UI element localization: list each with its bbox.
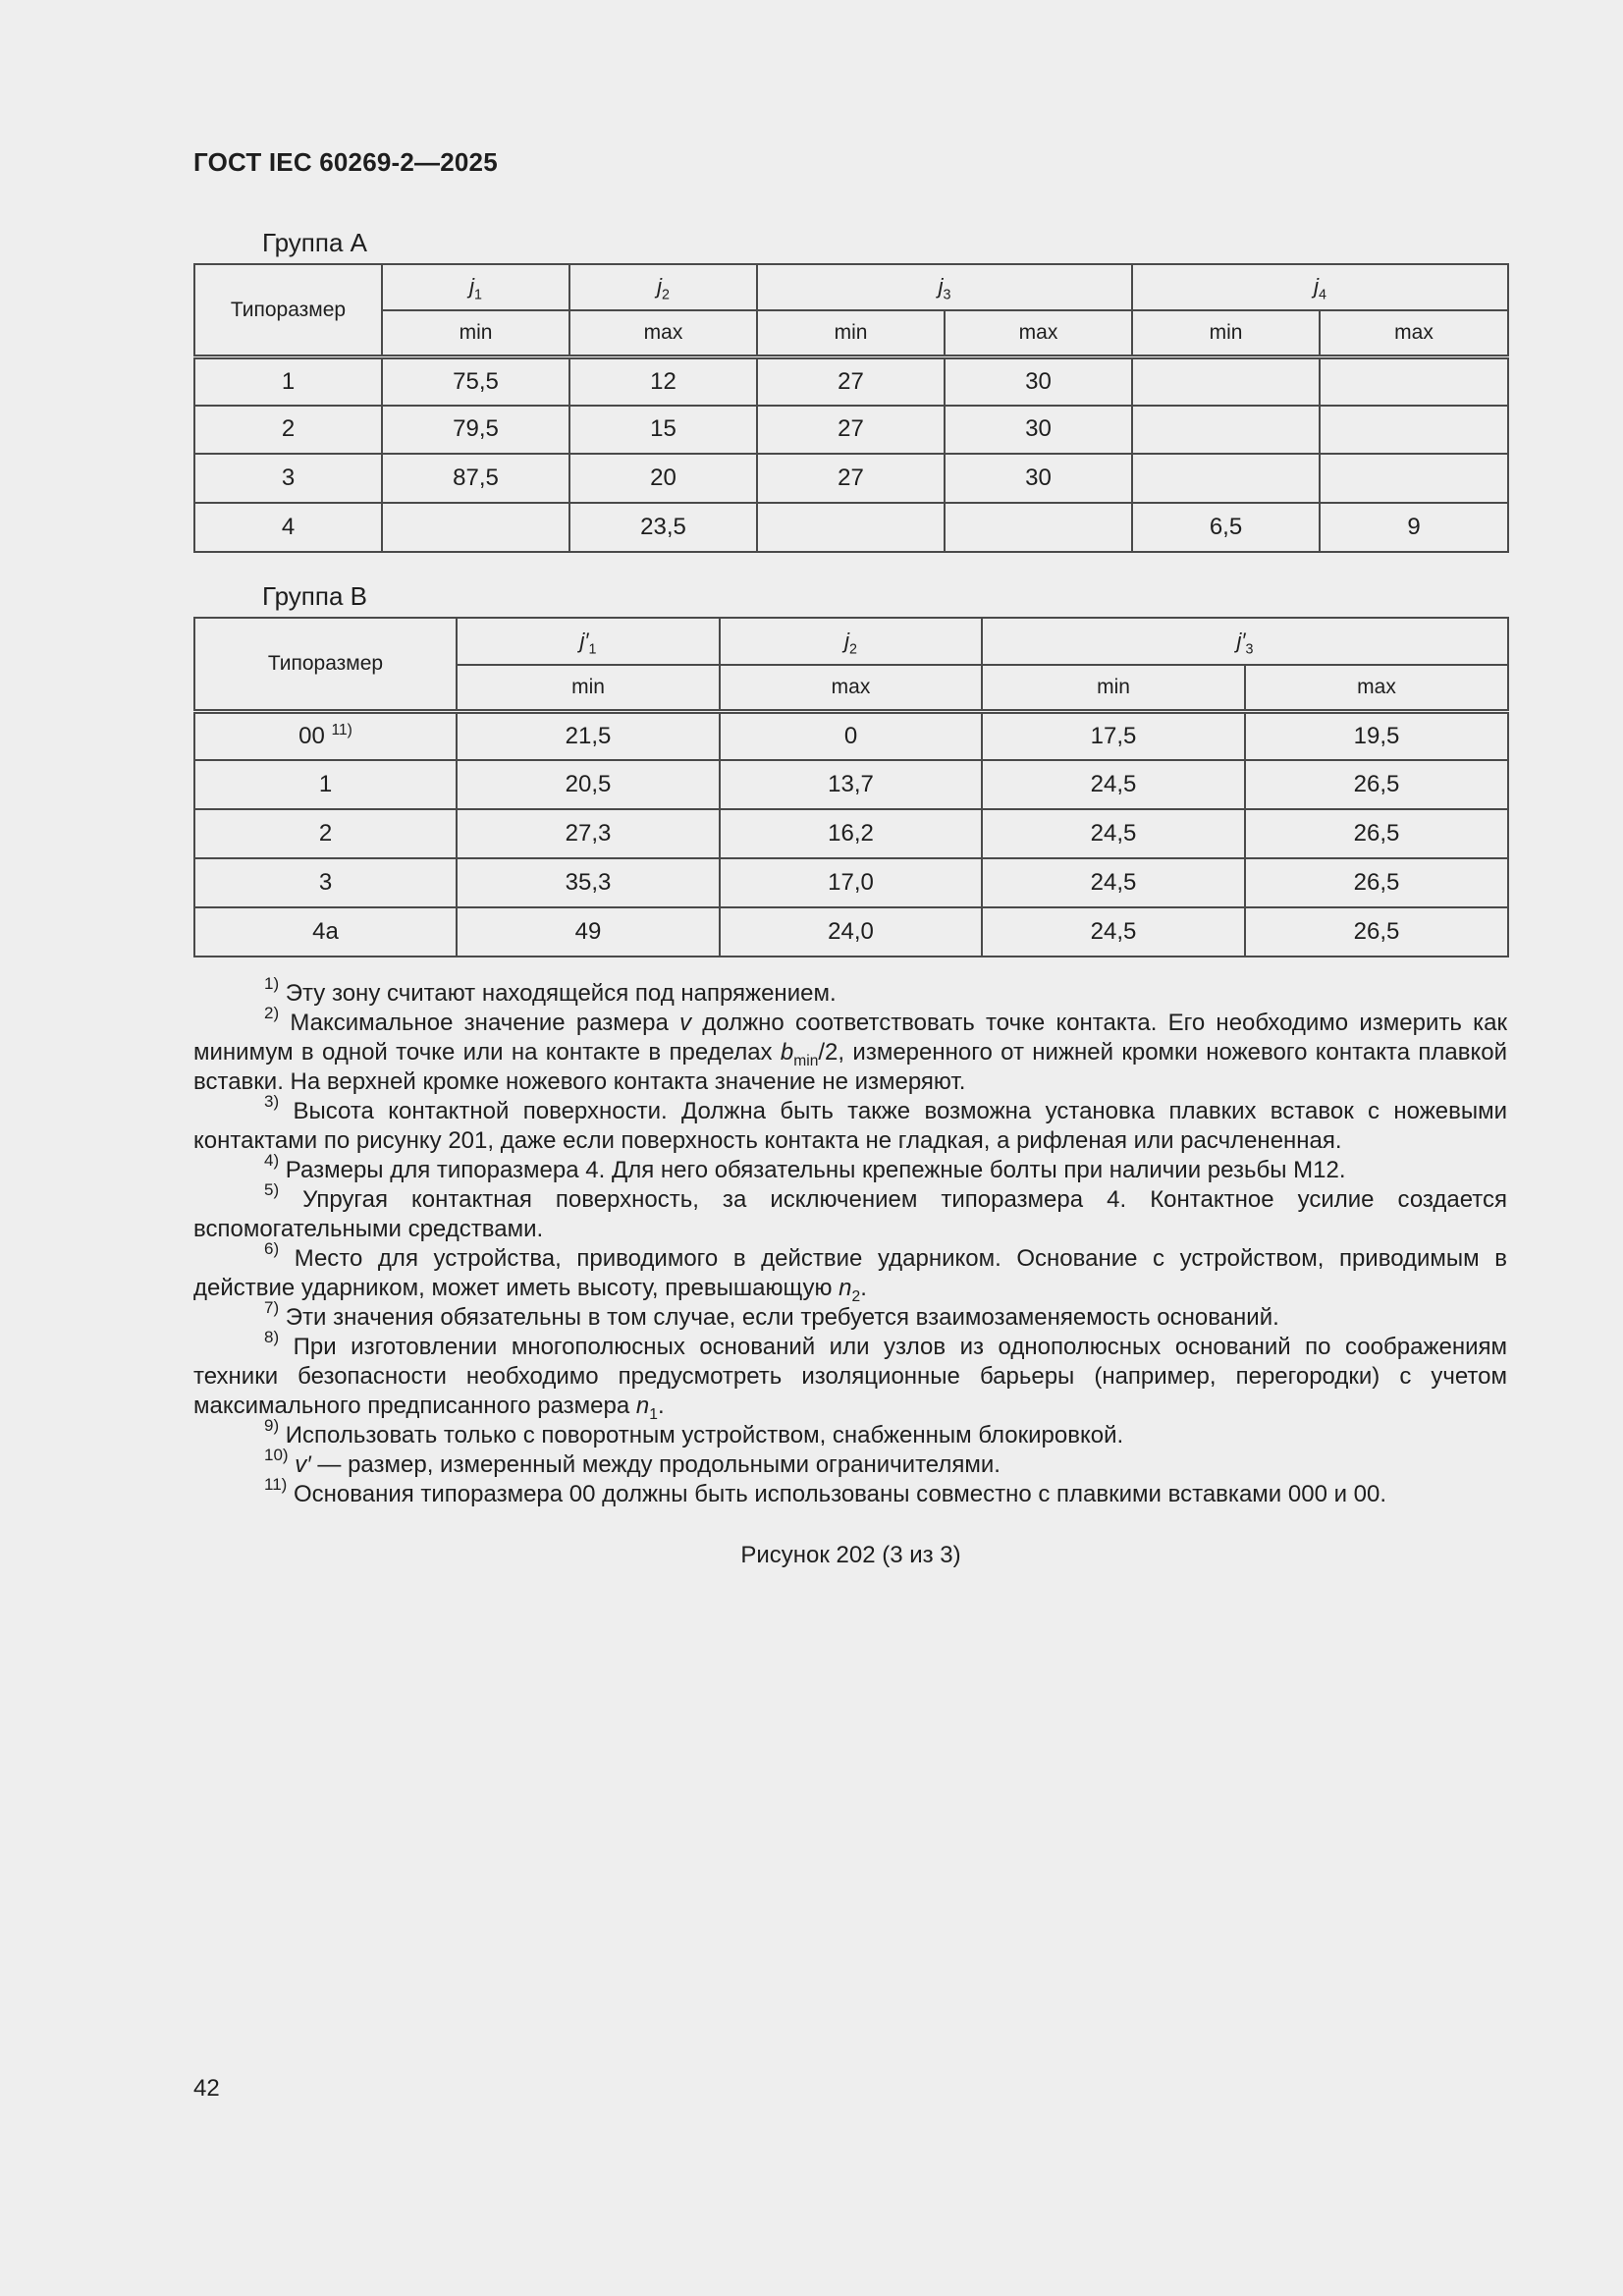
- j3-min-header: min: [757, 310, 945, 356]
- table-cell: [382, 503, 569, 552]
- j2-header: $j_2$: [720, 618, 982, 665]
- table-cell: 26,5: [1245, 760, 1508, 809]
- table-cell: 27,3: [457, 809, 720, 858]
- table-cell: 27: [757, 454, 945, 503]
- table-cell: 4a: [194, 907, 457, 957]
- table-cell: [757, 503, 945, 552]
- j1-min-header: min: [382, 310, 569, 356]
- footnote-2: $^{2)}$ Максимальное значение размера v должно соответствовать точке контакта. Его необходимо измерить как минимум в одной точке или на контакте в пределах $b_{min}/2$, измеренного от нижней кромки ножевого контакта плавкой вставки. На верхней кромке ножевого контакта значение не измеряют.: [193, 1004, 1508, 1095]
- j3-min-header: min: [982, 665, 1245, 711]
- table-cell: [945, 503, 1132, 552]
- j4-min-header: min: [1132, 310, 1320, 356]
- figure-caption: Рисунок 202 (3 из 3): [740, 1542, 961, 1568]
- table-row: [194, 454, 1508, 503]
- table-cell: 79,5: [382, 406, 569, 454]
- j3-max-header: max: [945, 310, 1132, 356]
- table-cell: 00 $^{11)}$: [194, 711, 457, 760]
- footnote-6: $^{6)}$ Место для устройства, приводимого в действие ударником. Основание с устройством, приводимым в действие ударником, может иметь высоту, превышающую $n_2$.: [193, 1239, 1507, 1305]
- table-cell: 3: [194, 858, 457, 907]
- footnote-9: $^{9)}$ Использовать только с поворотным устройством, снабженным блокировкой.: [264, 1416, 1124, 1449]
- footnote-1: $^{1)}$ Эту зону считают находящейся под напряжением.: [264, 974, 837, 1007]
- j1-min-header: min: [457, 665, 720, 711]
- table-cell: [1132, 454, 1320, 503]
- j1-prime-header: $j'_1$: [457, 618, 720, 665]
- table-row: [194, 711, 1508, 760]
- table-cell: 17,0: [720, 858, 982, 907]
- group-b-table: [193, 617, 1509, 957]
- page-number: 42: [193, 2075, 220, 2102]
- table-cell: 24,5: [982, 809, 1245, 858]
- table-cell: 2: [194, 809, 457, 858]
- table-cell: 35,3: [457, 858, 720, 907]
- j4-header: $j_4$: [1132, 264, 1508, 310]
- j4-max-header: max: [1320, 310, 1508, 356]
- table-cell: 75,5: [382, 356, 569, 406]
- table-cell: 26,5: [1245, 809, 1508, 858]
- size-header: Типоразмер: [194, 264, 382, 356]
- table-cell: 12: [569, 356, 757, 406]
- table-cell: [1132, 406, 1320, 454]
- table-cell: 1: [194, 760, 457, 809]
- table-row: [194, 858, 1508, 907]
- table-cell: 49: [457, 907, 720, 957]
- table-cell: 87,5: [382, 454, 569, 503]
- table-row: [194, 760, 1508, 809]
- table-cell: 30: [945, 356, 1132, 406]
- table-cell: 3: [194, 454, 382, 503]
- table-cell: 13,7: [720, 760, 982, 809]
- table-cell: 30: [945, 406, 1132, 454]
- j2-max-header: max: [569, 310, 757, 356]
- group-a-table: [193, 263, 1509, 553]
- group-b-title: Группа B: [262, 581, 367, 611]
- table-cell: 24,5: [982, 858, 1245, 907]
- table-cell: 24,0: [720, 907, 982, 957]
- group-a-title: Группа A: [262, 228, 367, 257]
- table-cell: [1320, 406, 1508, 454]
- table-cell: 27: [757, 356, 945, 406]
- table-cell: 4: [194, 503, 382, 552]
- footnote-5: $^{5)}$ Упругая контактная поверхность, за исключением типоразмера 4. Контактное усилие создается вспомогательными средствами.: [193, 1180, 1507, 1242]
- table-cell: 26,5: [1245, 858, 1508, 907]
- table-cell: 20: [569, 454, 757, 503]
- footnotes: [193, 974, 1508, 1509]
- table-cell: 24,5: [982, 760, 1245, 809]
- table-row: [194, 406, 1508, 454]
- table-row: [194, 809, 1508, 858]
- table-cell: 16,2: [720, 809, 982, 858]
- table-cell: [1132, 356, 1320, 406]
- table-cell: 20,5: [457, 760, 720, 809]
- footnote-10: $^{10)}$ v′ — размер, измеренный между продольными ограничителями.: [264, 1446, 1001, 1478]
- footnote-4: $^{4)}$ Размеры для типоразмера 4. Для него обязательны крепежные болты при наличии резьбы М12.: [264, 1151, 1346, 1183]
- footnote-3: $^{3)}$ Высота контактной поверхности. Должна быть также возможна установка плавких вставок с ножевыми контактами по рисунку 201, даже если поверхность контакта не гладкая, а рифленая или расчлененная.: [193, 1092, 1507, 1154]
- table-cell: 27: [757, 406, 945, 454]
- footnote-8: $^{8)}$ При изготовлении многополюсных оснований или узлов из однополюсных оснований по соображениям техники безопасности необходимо предусмотреть изоляционные барьеры (например, перегородки) с учетом максимального предписанного размера $n_1$.: [193, 1328, 1507, 1423]
- table-cell: 1: [194, 356, 382, 406]
- table-cell: 15: [569, 406, 757, 454]
- table-cell: 23,5: [569, 503, 757, 552]
- table-cell: 26,5: [1245, 907, 1508, 957]
- table-cell: 21,5: [457, 711, 720, 760]
- table-cell: 30: [945, 454, 1132, 503]
- j3-header: $j_3$: [757, 264, 1132, 310]
- table-cell: [1320, 454, 1508, 503]
- table-cell: 17,5: [982, 711, 1245, 760]
- footnote-11: $^{11)}$ Основания типоразмера 00 должны быть использованы совместно с плавкими вставками 000 и 00.: [264, 1475, 1387, 1507]
- table-cell: 0: [720, 711, 982, 760]
- table-row: [194, 503, 1508, 552]
- j1-header: $j_1$: [382, 264, 569, 310]
- size-header: Типоразмер: [194, 618, 457, 711]
- footnote-7: $^{7)}$ Эти значения обязательны в том случае, если требуется взаимозаменяемость оснований.: [264, 1298, 1279, 1331]
- table-cell: [1320, 356, 1508, 406]
- table-cell: 24,5: [982, 907, 1245, 957]
- document-header: ГОСТ IEC 60269-2—2025: [193, 147, 498, 177]
- j2-header: $j_2$: [569, 264, 757, 310]
- table-cell: 6,5: [1132, 503, 1320, 552]
- table-cell: 9: [1320, 503, 1508, 552]
- table-cell: 2: [194, 406, 382, 454]
- j3-prime-header: $j'_3$: [982, 618, 1508, 665]
- table-row: [194, 907, 1508, 957]
- table-cell: 19,5: [1245, 711, 1508, 760]
- j2-max-header: max: [720, 665, 982, 711]
- table-row: [194, 356, 1508, 406]
- j3-max-header: max: [1245, 665, 1508, 711]
